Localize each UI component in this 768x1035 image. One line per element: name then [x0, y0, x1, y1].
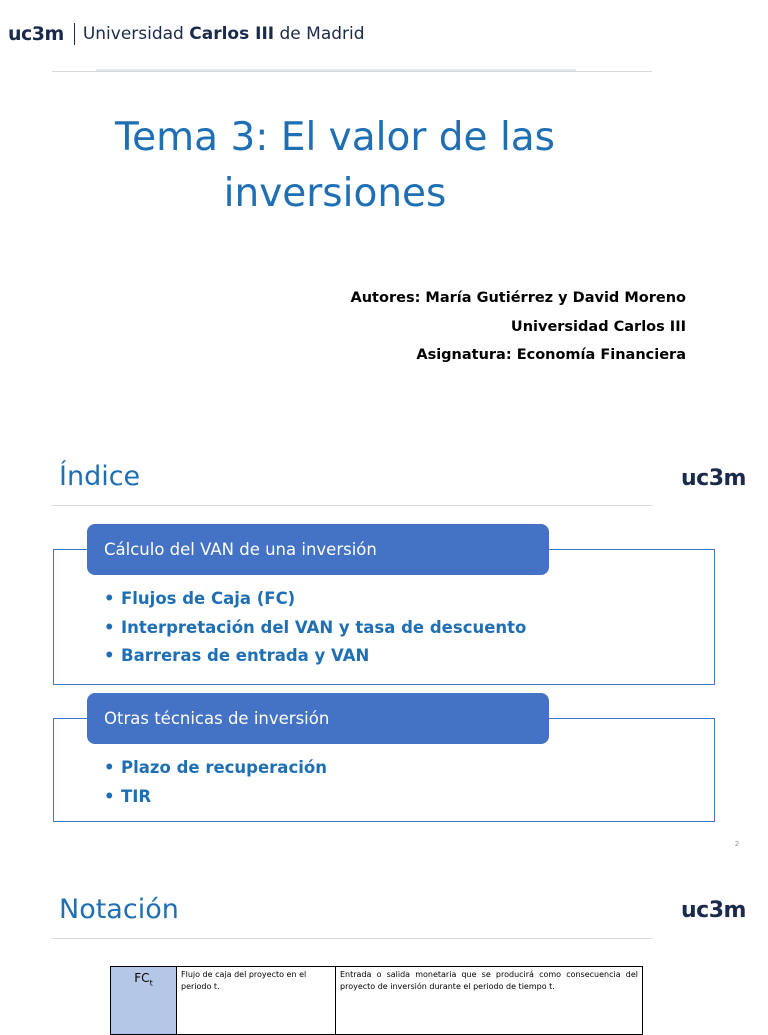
subject-line: Asignatura: Economía Financiera	[416, 347, 686, 363]
notation-table	[110, 966, 643, 1035]
table-row	[111, 967, 643, 1035]
index-divider	[52, 505, 652, 506]
list-item: • Flujos de Caja (FC)	[104, 589, 296, 608]
title-line-1: Tema 3: El valor de las	[114, 115, 555, 160]
logo-separator	[74, 23, 75, 45]
uc3m-logo: uc3m	[681, 898, 746, 923]
list-item: • Plazo de recuperación	[104, 758, 327, 777]
title-line-2: inversiones	[223, 171, 447, 216]
bullet-list-van	[104, 585, 526, 671]
symbol-cell: $FC_t$	[111, 967, 177, 1035]
author-block	[351, 284, 686, 370]
university-logo	[8, 20, 365, 48]
presentation-title	[40, 110, 630, 222]
definition-cell: Flujo de caja del proyecto en el periodo t.	[177, 967, 336, 1035]
list-item: • Barreras de entrada y VAN	[104, 646, 370, 665]
page-number: 2	[735, 841, 739, 848]
uc3m-logo-mark: uc3m	[8, 23, 64, 45]
institution-line: Universidad Carlos III	[510, 318, 686, 335]
bullet-list-other	[104, 754, 327, 811]
uc3m-logo: uc3m	[681, 466, 746, 491]
section-heading-van: Cálculo del VAN de una inversión	[87, 524, 549, 575]
header-divider	[52, 71, 652, 72]
explanation-cell: Entrada o salida monetaria que se producirá como consecuencia del proyecto de inversión durante el periodo de tiempo t.	[336, 967, 643, 1035]
notation-title: Notación	[59, 894, 179, 925]
index-title: Índice	[59, 461, 141, 492]
section-heading-other: Otras técnicas de inversión	[87, 693, 549, 744]
notation-divider	[52, 938, 652, 939]
list-item: • TIR	[104, 786, 152, 806]
authors-line: Autores: María Gutiérrez y David Moreno	[350, 290, 686, 306]
university-name: Universidad Carlos III de Madrid	[82, 24, 365, 44]
list-item: • Interpretación del VAN y tasa de descuento	[104, 617, 527, 637]
